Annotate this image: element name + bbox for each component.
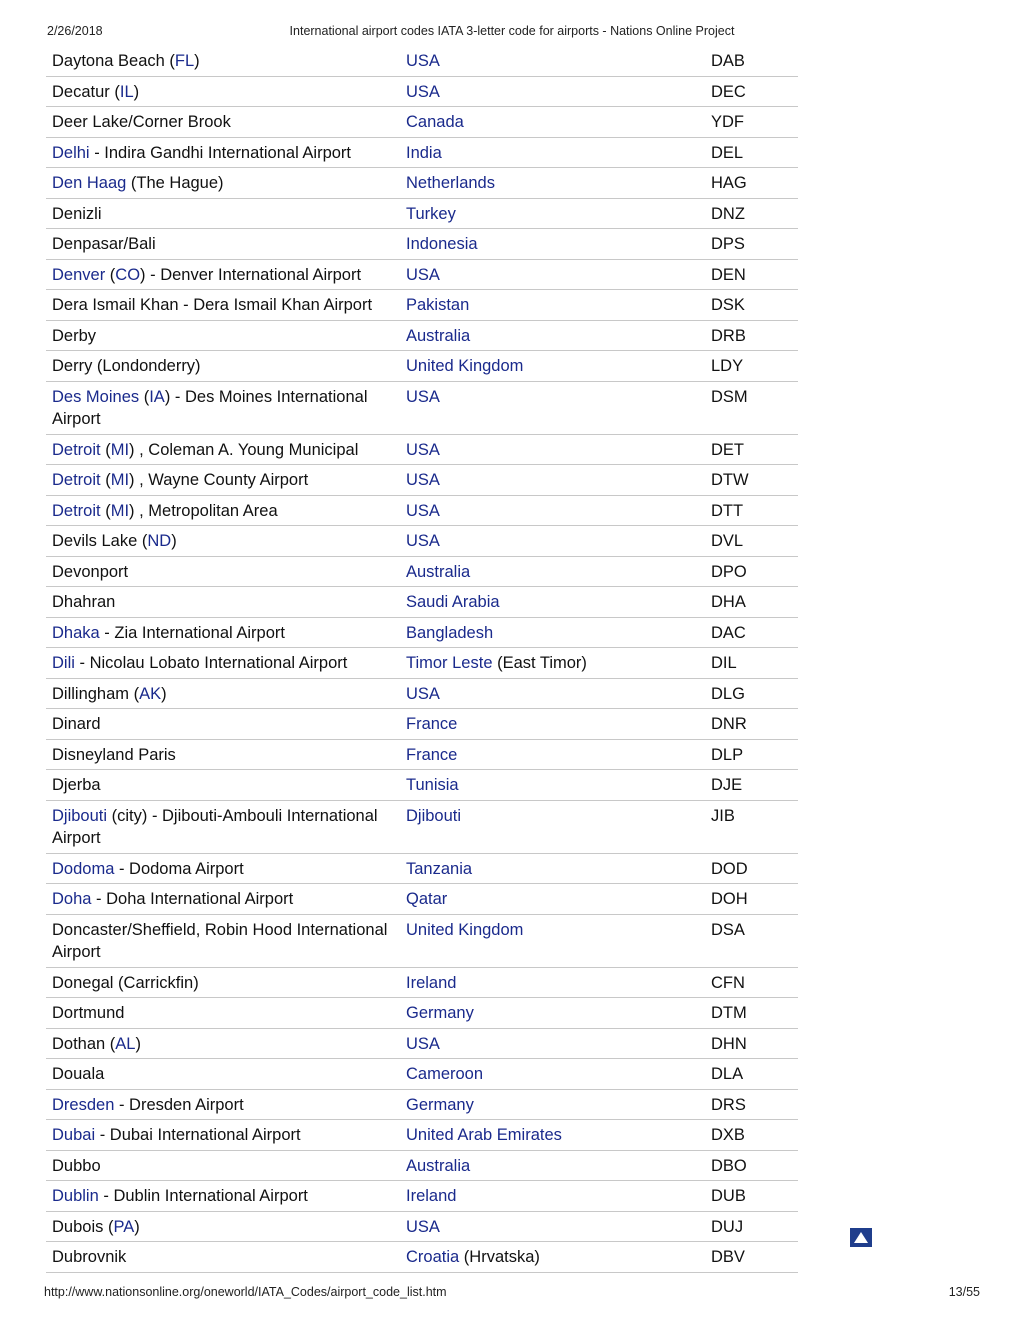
city-cell <box>46 1181 400 1212</box>
city-text: ) , Metropolitan Area <box>129 501 278 520</box>
city-text: ) <box>171 532 177 550</box>
city-cell <box>46 770 400 801</box>
table-row <box>46 1089 798 1120</box>
city-cell <box>46 853 400 884</box>
iata-code-cell: DVL <box>705 526 798 557</box>
iata-code-cell: DUJ <box>705 1211 798 1242</box>
country-link[interactable]: Australia <box>406 562 471 581</box>
city-link[interactable]: CO <box>115 265 141 284</box>
country-cell <box>400 1059 705 1090</box>
city-cell <box>46 678 400 709</box>
city-link[interactable]: Den Haag <box>52 174 127 192</box>
country-cell <box>400 229 705 260</box>
iata-code-cell: DOH <box>705 884 798 915</box>
back-to-top-button[interactable] <box>850 1228 872 1247</box>
iata-code-cell: DNZ <box>705 198 798 229</box>
country-cell <box>400 168 705 199</box>
city-link[interactable]: Dubai <box>52 1126 96 1144</box>
country-link[interactable]: Australia <box>406 1156 471 1175</box>
country-cell <box>400 1150 705 1181</box>
city-text: Devils Lake ( <box>52 532 148 550</box>
table-row <box>46 648 798 679</box>
iata-code-cell: DRS <box>705 1089 798 1120</box>
country-cell <box>400 998 705 1029</box>
city-cell <box>46 1059 400 1090</box>
city-text: Deer Lake/Corner Brook <box>52 113 231 131</box>
table-row <box>46 1211 798 1242</box>
iata-code-cell: DET <box>705 434 798 465</box>
table-row <box>46 46 798 76</box>
country-cell <box>400 1211 705 1242</box>
country-cell <box>400 1089 705 1120</box>
country-text: (East Timor) <box>492 654 587 672</box>
iata-code-cell: DUB <box>705 1181 798 1212</box>
city-cell <box>46 137 400 168</box>
city-text: (city) - Djibouti-Ambouli International Airport <box>52 806 378 847</box>
arrow-up-icon <box>854 1232 868 1243</box>
city-text: ( <box>105 265 116 284</box>
city-cell <box>46 259 400 290</box>
city-text: Djerba <box>52 776 101 794</box>
city-cell <box>46 709 400 740</box>
country-cell <box>400 259 705 290</box>
country-link[interactable]: Ireland <box>406 973 457 992</box>
city-text: ) <box>194 52 200 70</box>
country-link[interactable]: United Arab Emirates <box>406 1126 562 1144</box>
table-row <box>46 526 798 557</box>
iata-code-cell: DSK <box>705 290 798 321</box>
country-link[interactable]: Turkey <box>406 204 456 223</box>
country-link[interactable]: Djibouti <box>406 806 462 825</box>
country-cell <box>400 1028 705 1059</box>
table-row <box>46 168 798 199</box>
city-link[interactable]: Detroit <box>52 471 101 489</box>
city-text: Dortmund <box>52 1004 125 1022</box>
city-text: Dera Ismail Khan - Dera Ismail Khan Airport <box>52 296 373 314</box>
table-row <box>46 770 798 801</box>
country-cell <box>400 107 705 138</box>
country-link[interactable]: Germany <box>406 1095 474 1114</box>
iata-code-cell: DSM <box>705 381 798 434</box>
city-cell <box>46 46 400 76</box>
city-link[interactable]: AL <box>115 1034 136 1053</box>
city-link[interactable]: Detroit <box>52 501 101 520</box>
iata-code-cell: DAC <box>705 617 798 648</box>
country-text: (Hrvatska) <box>459 1248 540 1266</box>
city-text: - Dubai International Airport <box>95 1126 301 1144</box>
city-text: Derry (Londonderry) <box>52 357 201 375</box>
country-link[interactable]: Qatar <box>406 890 448 908</box>
country-link[interactable]: France <box>406 745 458 764</box>
table-row <box>46 587 798 618</box>
country-cell <box>400 495 705 526</box>
city-text: Doncaster/Sheffield, Robin Hood International Airport <box>52 920 388 961</box>
table-row <box>46 1150 798 1181</box>
country-link[interactable]: USA <box>406 82 440 101</box>
city-text: Denizli <box>52 204 102 223</box>
city-text: ( <box>100 471 111 489</box>
iata-code-cell: DRB <box>705 320 798 351</box>
iata-code-cell: JIB <box>705 800 798 853</box>
iata-code-cell: YDF <box>705 107 798 138</box>
table-row <box>46 351 798 382</box>
country-cell <box>400 648 705 679</box>
city-cell <box>46 914 400 967</box>
city-cell <box>46 800 400 853</box>
iata-code-cell: DBV <box>705 1242 798 1273</box>
country-cell <box>400 800 705 853</box>
country-link[interactable]: Canada <box>406 113 464 131</box>
city-link[interactable]: IA <box>149 387 165 406</box>
city-text: - Dublin International Airport <box>98 1187 308 1205</box>
country-cell <box>400 884 705 915</box>
city-cell <box>46 998 400 1029</box>
city-link[interactable]: Dili <box>52 654 75 672</box>
city-text: Derby <box>52 326 97 345</box>
city-link[interactable]: Dhaka <box>52 623 100 642</box>
city-text: Dubois ( <box>52 1217 114 1236</box>
country-link[interactable]: USA <box>406 440 440 459</box>
city-cell <box>46 1211 400 1242</box>
city-cell <box>46 1150 400 1181</box>
iata-code-cell: CFN <box>705 967 798 998</box>
table-row <box>46 107 798 138</box>
country-cell <box>400 290 705 321</box>
iata-code-cell: LDY <box>705 351 798 382</box>
city-text: ) - Denver International Airport <box>140 265 362 284</box>
city-text: Dubrovnik <box>52 1248 127 1266</box>
city-link[interactable]: Des Moines <box>52 387 140 406</box>
table-row <box>46 137 798 168</box>
country-link[interactable]: Pakistan <box>406 296 470 314</box>
country-cell <box>400 967 705 998</box>
page-url: http://www.nationsonline.org/oneworld/IATA_Codes/airport_code_list.htm <box>44 1285 447 1299</box>
table-row <box>46 1028 798 1059</box>
country-link[interactable]: Ireland <box>406 1187 457 1205</box>
country-cell <box>400 709 705 740</box>
country-cell <box>400 914 705 967</box>
country-link[interactable]: USA <box>406 52 440 70</box>
table-row <box>46 967 798 998</box>
country-link[interactable]: USA <box>406 265 440 284</box>
country-cell <box>400 556 705 587</box>
table-row <box>46 914 798 967</box>
city-link[interactable]: ND <box>147 532 172 550</box>
country-link[interactable]: Tanzania <box>406 859 473 878</box>
iata-code-cell: DHN <box>705 1028 798 1059</box>
city-text: ) , Wayne County Airport <box>129 471 309 489</box>
table-row <box>46 259 798 290</box>
table-row <box>46 290 798 321</box>
country-link[interactable]: United Kingdom <box>406 357 524 375</box>
city-cell <box>46 617 400 648</box>
country-cell <box>400 465 705 496</box>
country-cell <box>400 1181 705 1212</box>
table-row <box>46 465 798 496</box>
country-link[interactable]: United Kingdom <box>406 920 524 939</box>
country-link[interactable]: USA <box>406 387 440 406</box>
country-cell <box>400 198 705 229</box>
country-cell <box>400 76 705 107</box>
city-text: Daytona Beach ( <box>52 52 175 70</box>
city-text: Denpasar/Bali <box>52 235 156 253</box>
city-text: - Dresden Airport <box>114 1095 244 1114</box>
city-link[interactable]: Dresden <box>52 1095 115 1114</box>
city-link[interactable]: PA <box>113 1217 135 1236</box>
city-link[interactable]: MI <box>110 440 130 459</box>
city-text: ) - Des Moines International Airport <box>52 387 368 428</box>
iata-code-cell: HAG <box>705 168 798 199</box>
country-link[interactable]: USA <box>406 684 440 703</box>
country-cell <box>400 1242 705 1273</box>
city-text: - Zia International Airport <box>99 623 285 642</box>
city-cell <box>46 648 400 679</box>
city-cell <box>46 739 400 770</box>
city-cell <box>46 465 400 496</box>
city-text: ( <box>139 387 150 406</box>
iata-code-cell: DBO <box>705 1150 798 1181</box>
country-link[interactable]: Saudi Arabia <box>406 593 500 611</box>
country-cell <box>400 1120 705 1151</box>
iata-code-cell: DIL <box>705 648 798 679</box>
country-cell <box>400 853 705 884</box>
table-row <box>46 617 798 648</box>
iata-code-cell: DAB <box>705 46 798 76</box>
iata-code-cell: DSA <box>705 914 798 967</box>
table-row <box>46 495 798 526</box>
country-cell <box>400 770 705 801</box>
city-text: ) , Coleman A. Young Municipal <box>129 440 359 459</box>
city-cell <box>46 884 400 915</box>
airport-codes-body <box>46 46 798 1272</box>
iata-code-cell: DTT <box>705 495 798 526</box>
city-link[interactable]: MI <box>110 471 130 489</box>
city-link[interactable]: Delhi <box>52 143 90 162</box>
city-cell <box>46 351 400 382</box>
country-link[interactable]: India <box>406 143 442 162</box>
city-link[interactable]: Djibouti <box>52 806 108 825</box>
city-cell <box>46 320 400 351</box>
table-row <box>46 678 798 709</box>
country-link[interactable]: Germany <box>406 1004 474 1022</box>
city-text: - Nicolau Lobato International Airport <box>74 654 348 672</box>
table-row <box>46 381 798 434</box>
city-text: Dhahran <box>52 593 116 611</box>
city-text: ( <box>100 440 111 459</box>
table-row <box>46 739 798 770</box>
city-cell <box>46 198 400 229</box>
table-row <box>46 229 798 260</box>
iata-code-cell: DLG <box>705 678 798 709</box>
country-cell <box>400 617 705 648</box>
city-text: ( <box>100 501 111 520</box>
city-link[interactable]: Dublin <box>52 1187 99 1205</box>
city-text: - Dodoma Airport <box>114 859 244 878</box>
country-link[interactable]: Croatia <box>406 1248 460 1266</box>
country-link[interactable]: Netherlands <box>406 174 495 192</box>
city-link[interactable]: Dodoma <box>52 859 115 878</box>
country-link[interactable]: USA <box>406 471 440 489</box>
city-cell <box>46 290 400 321</box>
country-cell <box>400 434 705 465</box>
city-text: Dillingham ( <box>52 684 140 703</box>
city-cell <box>46 1242 400 1273</box>
city-cell <box>46 229 400 260</box>
page-number: 13/55 <box>948 1285 980 1299</box>
city-text: ) <box>135 1034 141 1053</box>
city-text: Douala <box>52 1065 105 1083</box>
city-text: - Indira Gandhi International Airport <box>89 143 352 162</box>
country-cell <box>400 526 705 557</box>
city-cell <box>46 556 400 587</box>
iata-code-cell: DPO <box>705 556 798 587</box>
iata-code-cell: DXB <box>705 1120 798 1151</box>
country-link[interactable]: Indonesia <box>406 235 478 253</box>
city-text: Donegal (Carrickfin) <box>52 973 199 992</box>
city-text: Dubbo <box>52 1156 101 1175</box>
country-link[interactable]: Cameroon <box>406 1065 484 1083</box>
city-cell <box>46 1120 400 1151</box>
city-cell <box>46 495 400 526</box>
city-link[interactable]: Denver <box>52 265 106 284</box>
iata-code-cell: DOD <box>705 853 798 884</box>
country-link[interactable]: France <box>406 715 458 733</box>
table-row <box>46 709 798 740</box>
city-text: ) <box>161 684 167 703</box>
city-cell <box>46 1028 400 1059</box>
city-cell <box>46 381 400 434</box>
iata-code-cell: DJE <box>705 770 798 801</box>
city-cell <box>46 526 400 557</box>
country-link[interactable]: Australia <box>406 326 471 345</box>
city-text: Dinard <box>52 715 101 733</box>
city-link[interactable]: MI <box>110 501 130 520</box>
table-row <box>46 556 798 587</box>
city-link[interactable]: AK <box>139 684 162 703</box>
country-link[interactable]: Tunisia <box>406 776 459 794</box>
page-footer <box>0 1285 1024 1303</box>
page-header <box>0 24 1024 42</box>
table-row <box>46 1059 798 1090</box>
city-text: Decatur ( <box>52 82 120 101</box>
iata-code-cell: DPS <box>705 229 798 260</box>
iata-code-cell: DNR <box>705 709 798 740</box>
iata-code-cell: DTW <box>705 465 798 496</box>
table-row <box>46 198 798 229</box>
country-link[interactable]: USA <box>406 501 440 520</box>
country-cell <box>400 381 705 434</box>
city-cell <box>46 587 400 618</box>
country-cell <box>400 137 705 168</box>
city-link[interactable]: Doha <box>52 890 92 908</box>
table-row <box>46 320 798 351</box>
table-row <box>46 1181 798 1212</box>
country-cell <box>400 320 705 351</box>
table-row <box>46 76 798 107</box>
city-cell <box>46 434 400 465</box>
city-text: - Doha International Airport <box>91 890 294 908</box>
iata-code-cell: DTM <box>705 998 798 1029</box>
iata-code-cell: DEC <box>705 76 798 107</box>
iata-code-cell: DLA <box>705 1059 798 1090</box>
print-date: 2/26/2018 <box>47 24 103 38</box>
country-link[interactable]: USA <box>406 1034 440 1053</box>
iata-code-cell: DLP <box>705 739 798 770</box>
city-text: Devonport <box>52 562 129 581</box>
city-text: ) <box>134 1217 140 1236</box>
country-link[interactable]: USA <box>406 532 440 550</box>
country-cell <box>400 739 705 770</box>
city-text: (The Hague) <box>126 174 224 192</box>
iata-code-cell: DHA <box>705 587 798 618</box>
table-row <box>46 1242 798 1273</box>
table-row <box>46 434 798 465</box>
city-cell <box>46 168 400 199</box>
table-row <box>46 800 798 853</box>
city-link[interactable]: Detroit <box>52 440 101 459</box>
table-row <box>46 1120 798 1151</box>
city-cell <box>46 967 400 998</box>
city-text: ) <box>133 82 140 101</box>
country-cell <box>400 678 705 709</box>
table-row <box>46 998 798 1029</box>
country-cell <box>400 46 705 76</box>
country-link[interactable]: Bangladesh <box>406 623 494 642</box>
iata-code-cell: DEL <box>705 137 798 168</box>
city-text: Dothan ( <box>52 1034 116 1053</box>
city-link[interactable]: IL <box>119 82 134 101</box>
city-cell <box>46 76 400 107</box>
country-cell <box>400 587 705 618</box>
city-cell <box>46 107 400 138</box>
iata-code-cell: DEN <box>705 259 798 290</box>
city-cell <box>46 1089 400 1120</box>
country-cell <box>400 351 705 382</box>
city-link[interactable]: FL <box>174 52 195 70</box>
airport-codes-table <box>46 46 798 1273</box>
country-link[interactable]: Timor Leste <box>406 654 493 672</box>
table-row <box>46 853 798 884</box>
country-link[interactable]: USA <box>406 1217 440 1236</box>
table-row <box>46 884 798 915</box>
page-title: International airport codes IATA 3-letter code for airports - Nations Online Project <box>289 24 735 38</box>
city-text: Disneyland Paris <box>52 745 176 764</box>
